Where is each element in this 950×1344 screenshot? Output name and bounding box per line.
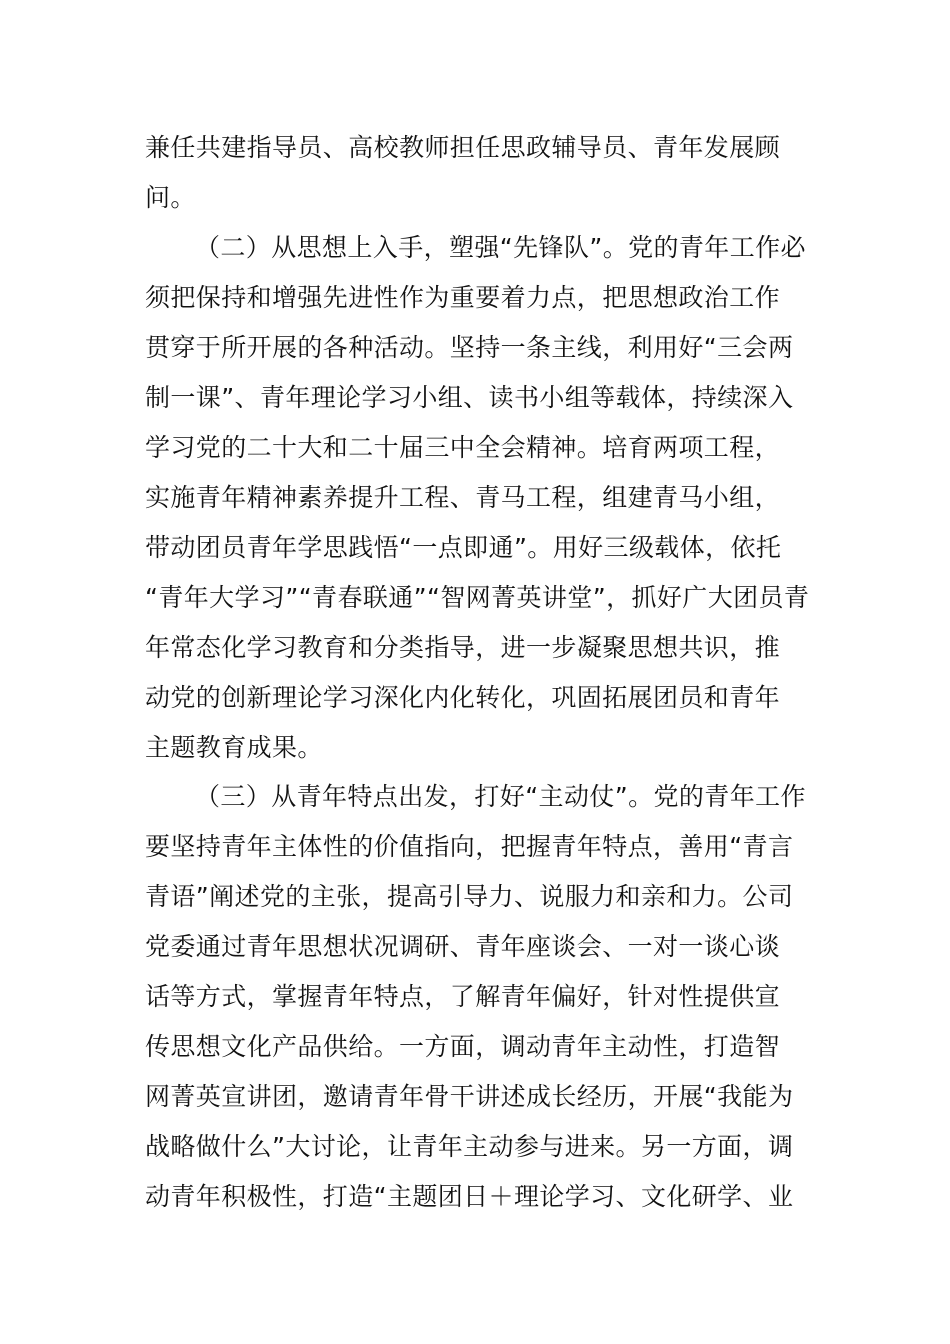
text-line: 战略做什么”大讨论，让青年主动参与进来。另一方面，调 xyxy=(145,1132,794,1161)
section-heading-line: （三）从青年特点出发，打好“主动仗”。党的青年工作 xyxy=(195,782,806,811)
text-line: “青年大学习”“青春联通”“智网菁英讲堂”，抓好广大团员青 xyxy=(145,583,810,612)
text-line: 动党的创新理论学习深化内化转化，巩固拓展团员和青年 xyxy=(145,683,781,712)
text-line: 主题教育成果。 xyxy=(145,733,323,762)
text-line: 须把保持和增强先进性作为重要着力点，把思想政治工作 xyxy=(145,283,781,312)
text-line: 网菁英宣讲团，邀请青年骨干讲述成长经历，开展“我能为 xyxy=(145,1082,794,1111)
text-line: 学习党的二十大和二十届三中全会精神。培育两项工程， xyxy=(145,433,781,462)
text-line: 兼任共建指导员、高校教师担任思政辅导员、青年发展顾 xyxy=(145,133,781,162)
text-line: 话等方式，掌握青年特点，了解青年偏好，针对性提供宣 xyxy=(145,982,781,1011)
text-line: 年常态化学习教育和分类指导，进一步凝聚思想共识，推 xyxy=(145,633,781,662)
text-line: 实施青年精神素养提升工程、青马工程，组建青马小组， xyxy=(145,483,781,512)
section-heading-line: （二）从思想上入手，塑强“先锋队”。党的青年工作必 xyxy=(195,233,806,262)
text-line: 制一课”、青年理论学习小组、读书小组等载体，持续深入 xyxy=(145,383,794,412)
text-line: 要坚持青年主体性的价值指向，把握青年特点，善用“青言 xyxy=(145,832,794,861)
text-line: 青语”阐述党的主张，提高引导力、说服力和亲和力。公司 xyxy=(145,882,794,911)
text-line: 带动团员青年学思践悟“一点即通”。用好三级载体，依托 xyxy=(145,533,782,562)
text-line: 传思想文化产品供给。一方面，调动青年主动性，打造智 xyxy=(145,1032,781,1061)
text-line: 贯穿于所开展的各种活动。坚持一条主线，利用好“三会两 xyxy=(145,333,794,362)
text-line: 党委通过青年思想状况调研、青年座谈会、一对一谈心谈 xyxy=(145,932,781,961)
text-line: 动青年积极性，打造“主题团日＋理论学习、文化研学、业 xyxy=(145,1182,794,1211)
text-line: 问。 xyxy=(145,183,196,212)
